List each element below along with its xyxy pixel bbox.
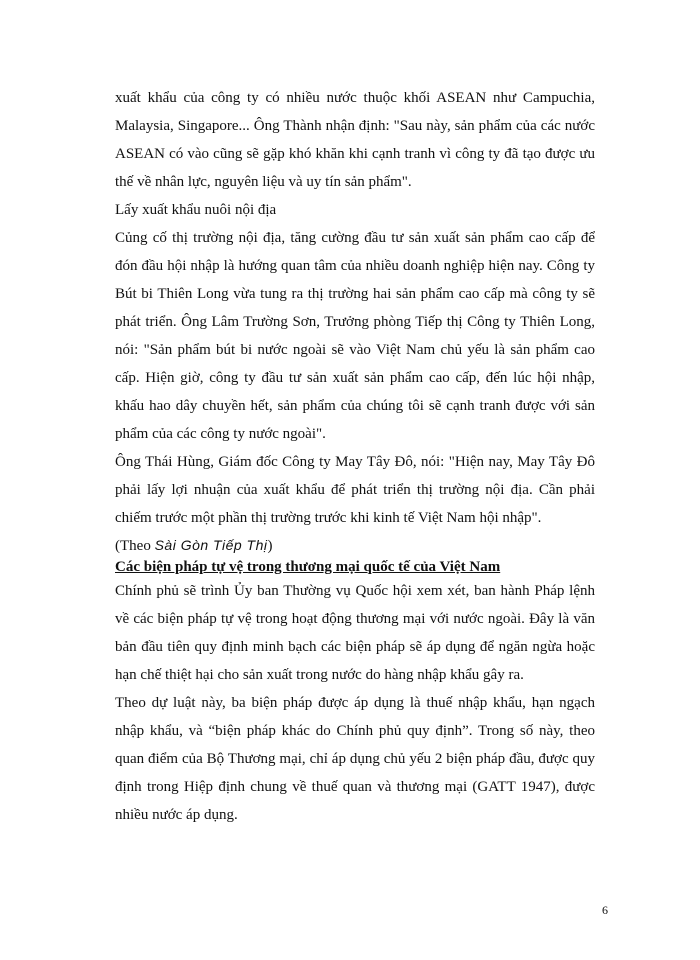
- paragraph-ordinance: Chính phủ sẽ trình Ủy ban Thường vụ Quốc hội xem xét, ban hành Pháp lệnh về các biện pháp tự vệ trong hoạt động thương mại với nước ngoài. Đây là văn bản đầu tiên quy định minh bạch các biện pháp sẽ áp dụng để ngăn ngừa hoặc hạn chế thiệt hại cho sản xuất trong nước do hàng nhập khẩu gây ra.: [115, 583, 595, 683]
- paragraph-thien-long: Củng cố thị trường nội địa, tăng cường đầu tư sản xuất sản phẩm cao cấp để đón đầu hội nhập là hướng quan tâm của nhiều doanh nghiệp hiện nay. Công ty Bút bi Thiên Long vừa tung ra thị trường hai sản phẩm cao cấp mà công ty sẽ phát triển. Ông Lâm Trường Sơn, Trưởng phòng Tiếp thị Công ty Thiên Long, nói: "Sản phẩm bút bi nước ngoài sẽ vào Việt Nam chủ yếu là sản phẩm cao cấp. Hiện giờ, công ty đầu tư sản xuất sản phẩm cao cấp, đến lúc hội nhập, khấu hao dây chuyền hết, sản phẩm của chúng tôi sẽ cạnh tranh được với sản phẩm của các công ty nước ngoài".: [115, 230, 595, 442]
- section-title-safeguards: Các biện pháp tự vệ trong thương mại quốc tế của Việt Nam: [115, 559, 501, 575]
- source-prefix: (Theo: [115, 538, 155, 554]
- subheading-export-domestic: Lấy xuất khẩu nuôi nội địa: [115, 202, 277, 218]
- document-body: [115, 84, 595, 829]
- source-name: Sài Gòn Tiếp Thị: [154, 537, 268, 553]
- paragraph-may-tay-do: Ông Thái Hùng, Giám đốc Công ty May Tây Đô, nói: "Hiện nay, May Tây Đô phải lấy lợi nhuận của xuất khẩu để phát triển thị trường nội địa. Cần phải chiếm trước một phần thị trường trước khi kinh tế Việt Nam hội nhập".: [115, 454, 595, 526]
- source-suffix: ): [267, 538, 273, 554]
- page-number: 6: [602, 903, 608, 917]
- paragraph-asean-export: xuất khẩu của công ty có nhiều nước thuộc khối ASEAN như Campuchia, Malaysia, Singapore... Ông Thành nhận định: "Sau này, sản phẩm của các nước ASEAN có vào cũng sẽ gặp khó khăn khi cạnh tranh vì công ty đã tạo được ưu thế về nhân lực, nguyên liệu và uy tín sản phẩm".: [115, 90, 595, 190]
- paragraph-draft-law: Theo dự luật này, ba biện pháp được áp dụng là thuế nhập khẩu, hạn ngạch nhập khẩu, và “biện pháp khác do Chính phủ quy định”. Trong số này, theo quan điểm của Bộ Thương mại, chỉ áp dụng chủ yếu 2 biện pháp đầu, được quy định trong Hiệp định chung về thuế quan và thương mại (GATT 1947), được nhiều nước áp dụng.: [115, 695, 595, 823]
- source-citation: [115, 532, 595, 557]
